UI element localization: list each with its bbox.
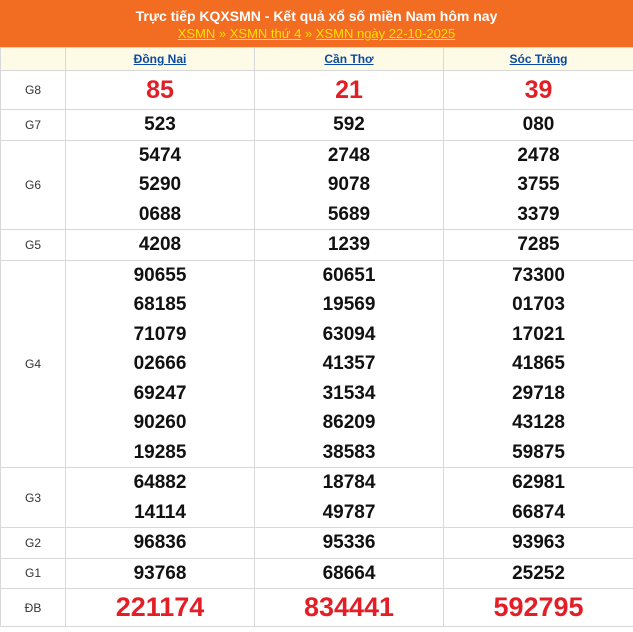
prize-value: 29718 (512, 382, 565, 404)
prize-value: 5474 (138, 144, 182, 166)
province-header (444, 48, 633, 71)
breadcrumb (0, 25, 633, 43)
province-link-can-tho[interactable]: Cần Thơ (324, 52, 374, 66)
province-link-soc-trang[interactable]: Sóc Trăng (509, 52, 568, 66)
prize-label: G7 (1, 110, 66, 141)
prize-value: 1239 (255, 230, 444, 261)
prize-row-g8 (1, 71, 633, 110)
prize-values (444, 140, 633, 230)
crumb-separator: » (304, 26, 313, 41)
prize-value: 41357 (322, 353, 376, 374)
prize-value: 90260 (133, 412, 187, 433)
prize-label: G5 (1, 230, 66, 261)
prize-value: 3755 (517, 174, 560, 195)
prize-values (66, 260, 255, 468)
prize-value: 523 (66, 110, 255, 141)
prize-value: 14114 (134, 501, 186, 523)
province-link-dong-nai[interactable]: Đồng Nai (133, 52, 187, 66)
prize-value: 18784 (322, 472, 376, 493)
prize-value: 86209 (322, 412, 376, 433)
prize-value: 19285 (133, 441, 187, 463)
prize-values (66, 140, 255, 230)
prize-value: 62981 (512, 472, 565, 493)
prize-value: 592795 (444, 589, 633, 627)
prize-label: G4 (1, 260, 66, 468)
prize-value: 01703 (512, 294, 565, 315)
crumb-xsmn-thu-4[interactable]: XSMN thứ 4 (229, 26, 302, 41)
prize-label: G8 (1, 71, 66, 110)
corner-cell (1, 48, 66, 71)
province-header (66, 48, 255, 71)
prize-value: 41865 (512, 353, 565, 374)
prize-label: G6 (1, 140, 66, 230)
prize-values (255, 468, 444, 528)
prize-value: 69247 (133, 382, 187, 404)
prize-value: 49787 (322, 501, 376, 523)
prize-values (444, 468, 633, 528)
prize-value: 0688 (138, 203, 182, 225)
prize-value: 38583 (322, 441, 376, 463)
prize-values (255, 260, 444, 468)
prize-row-g6 (1, 140, 633, 230)
prize-value: 592 (255, 110, 444, 141)
prize-label: ĐB (1, 589, 66, 627)
prize-value: 21 (255, 71, 444, 110)
prize-value: 221174 (66, 589, 255, 627)
prize-label: G2 (1, 528, 66, 559)
prize-value: 4208 (66, 230, 255, 261)
prize-value: 19569 (322, 294, 376, 315)
prize-value: 73300 (512, 264, 565, 286)
prize-value: 66874 (512, 501, 565, 523)
prize-label: G1 (1, 558, 66, 589)
prize-row-g2 (1, 528, 633, 559)
prize-value: 834441 (255, 589, 444, 627)
prize-row-g1 (1, 558, 633, 589)
prize-value: 68185 (133, 294, 187, 315)
crumb-separator: » (218, 26, 227, 41)
prize-value: 93963 (444, 528, 633, 559)
prize-values (66, 468, 255, 528)
prize-value: 02666 (133, 353, 187, 374)
prize-value: 080 (444, 110, 633, 141)
prize-values (444, 260, 633, 468)
prize-value: 64882 (133, 472, 187, 493)
prize-row-g3 (1, 468, 633, 528)
prize-value: 5689 (327, 203, 371, 225)
prize-value: 90655 (133, 264, 187, 286)
prize-value: 7285 (444, 230, 633, 261)
results-title: Trực tiếp KQXSMN - Kết quả xổ số miền Nam hôm nay (135, 8, 498, 24)
prize-value: 59875 (512, 441, 565, 463)
prize-row-g4 (1, 260, 633, 468)
prize-value: 43128 (512, 412, 565, 433)
prize-label: G3 (1, 468, 66, 528)
prize-value: 3379 (517, 203, 560, 225)
prize-value: 71079 (133, 323, 187, 345)
province-header-row (1, 48, 633, 71)
prize-value: 39 (444, 71, 633, 110)
prize-value: 5290 (138, 174, 182, 195)
prize-value: 68664 (255, 558, 444, 589)
prize-row-g7 (1, 110, 633, 141)
province-header (255, 48, 444, 71)
results-header (0, 0, 633, 47)
prize-value: 96836 (66, 528, 255, 559)
crumb-xsmn-date[interactable]: XSMN ngày 22-10-2025 (315, 26, 456, 41)
prize-value: 31534 (322, 382, 376, 404)
prize-values (255, 140, 444, 230)
prize-row-g5 (1, 230, 633, 261)
prize-value: 63094 (322, 323, 376, 345)
prize-value: 93768 (66, 558, 255, 589)
prize-value: 85 (66, 71, 255, 110)
prize-row-db (1, 589, 633, 627)
prize-value: 60651 (322, 264, 376, 286)
prize-value: 9078 (327, 174, 371, 195)
prize-value: 2478 (517, 144, 560, 166)
prize-value: 2748 (327, 144, 371, 166)
crumb-xsmn[interactable]: XSMN (177, 26, 216, 41)
prize-value: 25252 (444, 558, 633, 589)
prize-value: 95336 (255, 528, 444, 559)
results-table (0, 47, 633, 627)
prize-value: 17021 (512, 323, 565, 345)
